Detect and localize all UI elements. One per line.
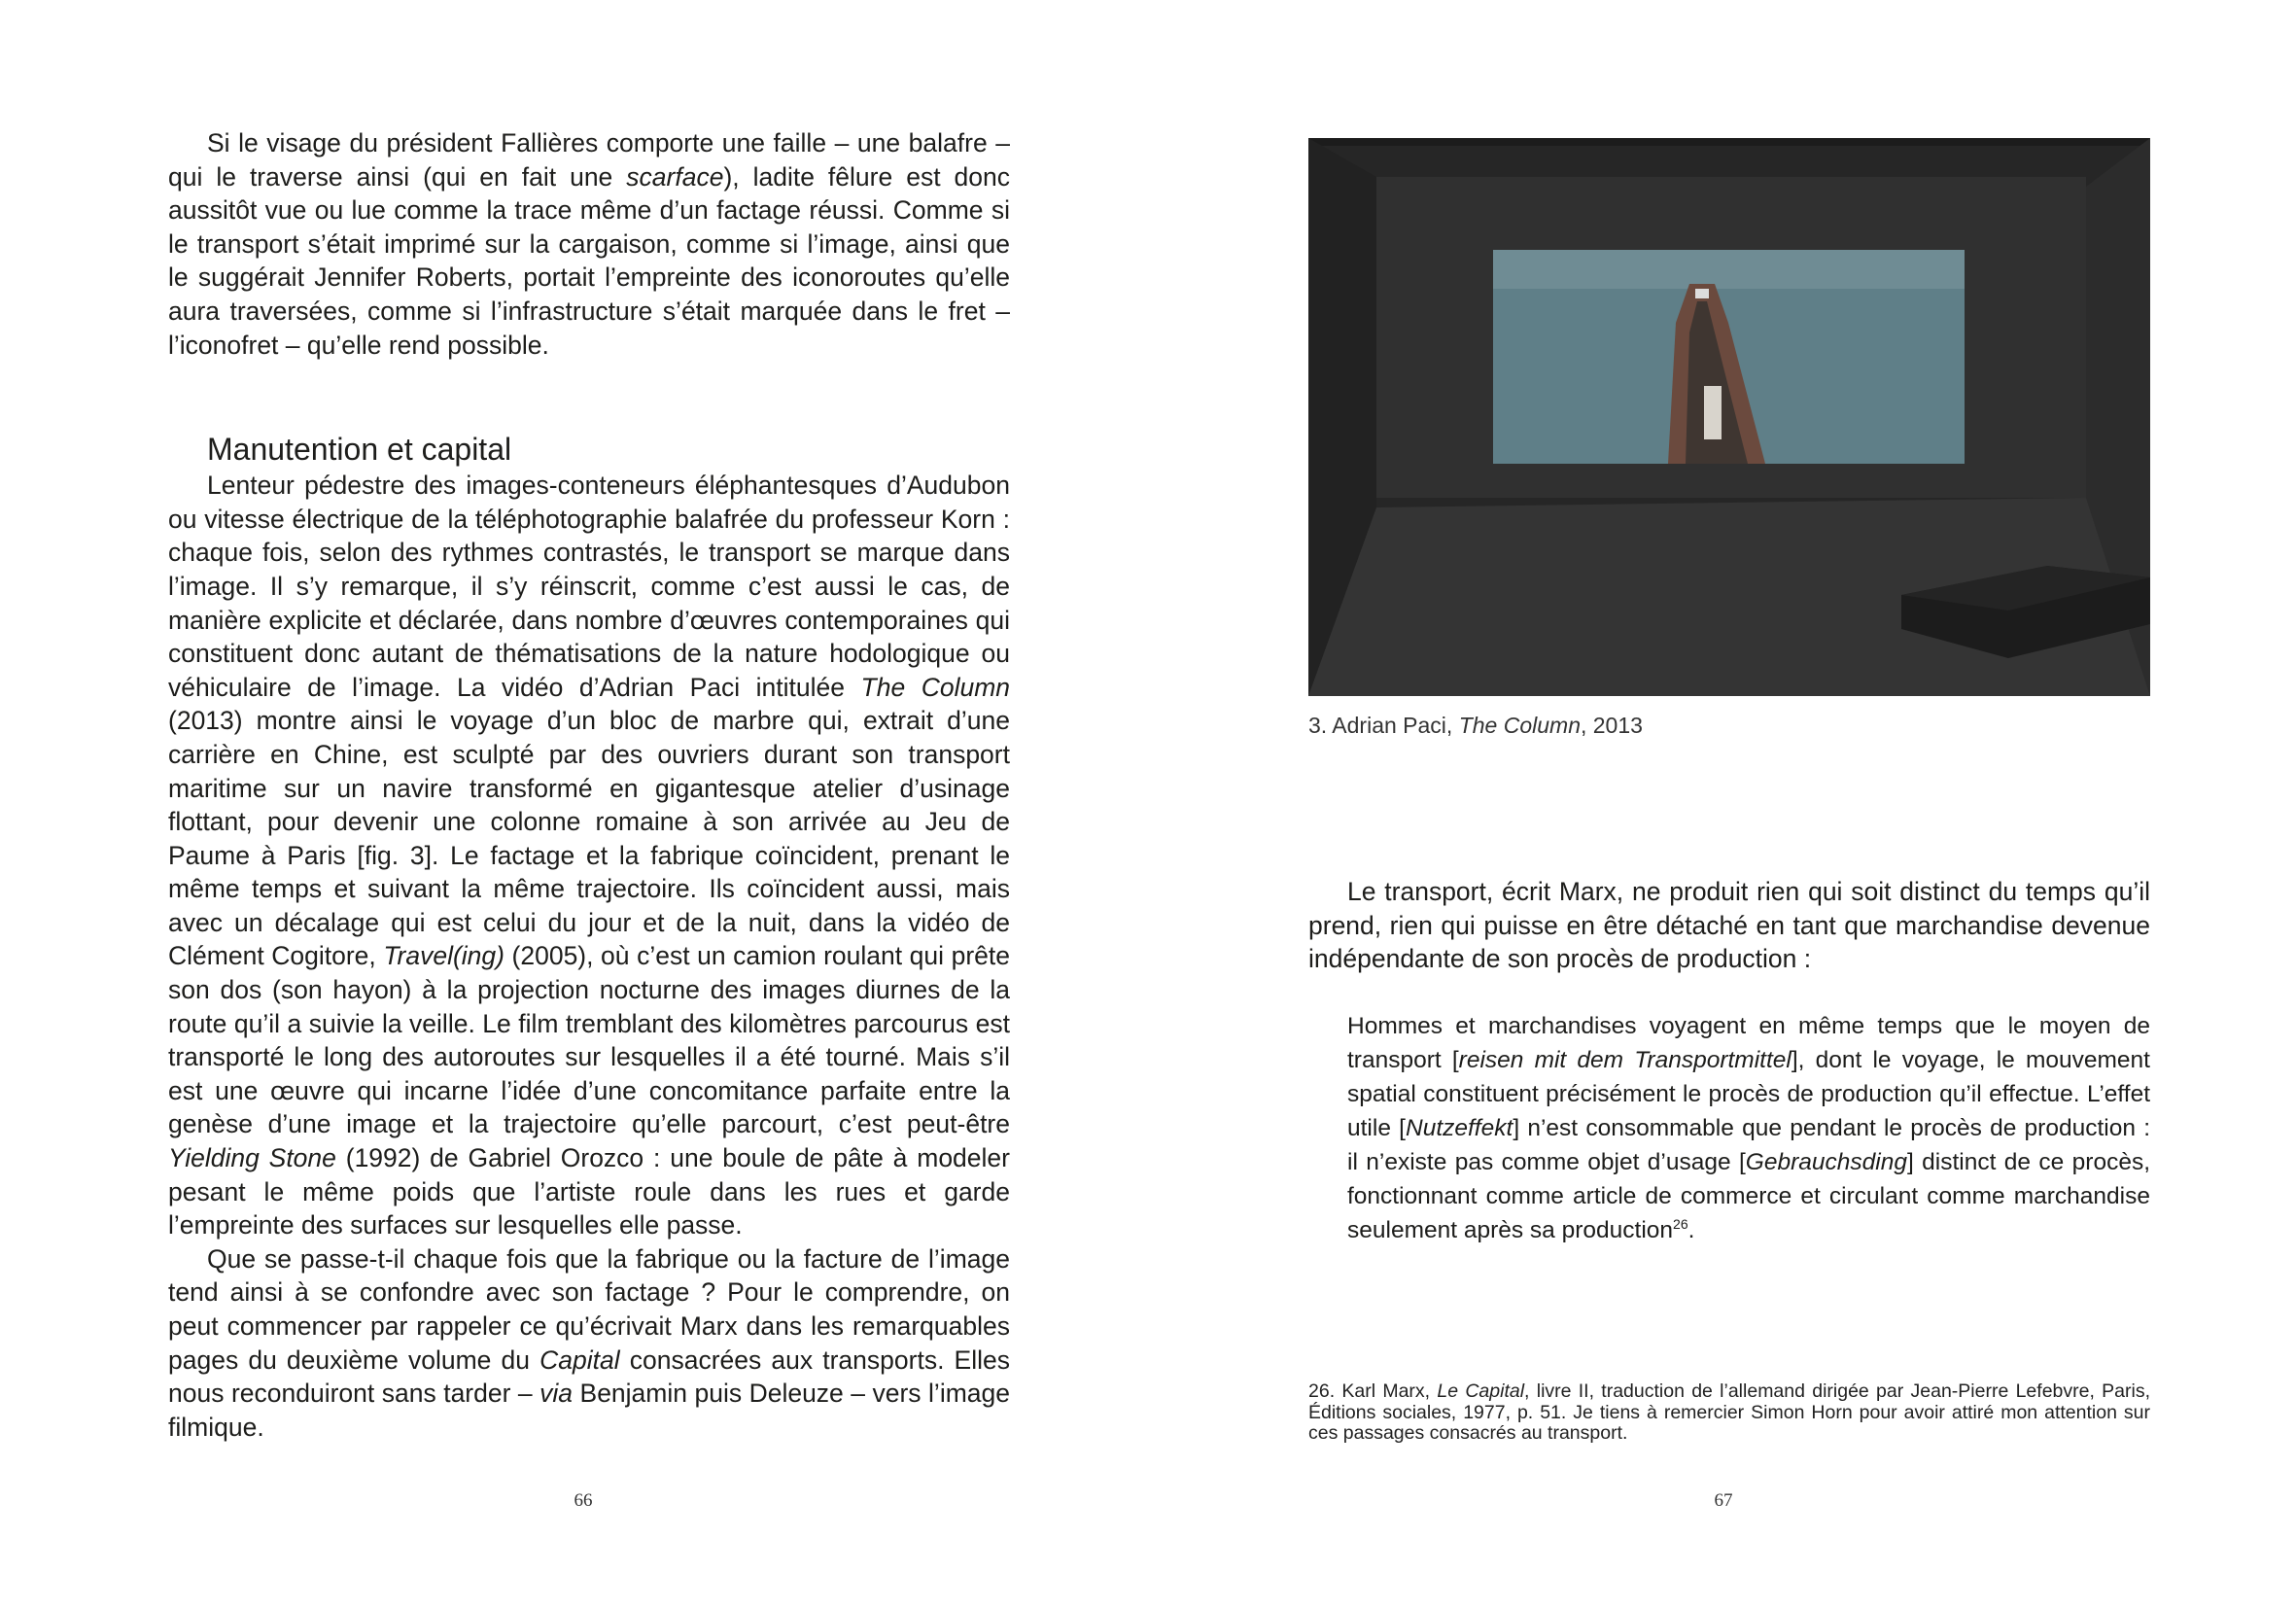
left-text-column [168, 126, 1010, 1444]
page-number-right: 67 [1714, 1490, 1733, 1511]
right-text-column [1308, 875, 2150, 1247]
paragraph-1: Si le visage du président Fallières comporte une faille – une balafre – qui le traverse ainsi (qui en fait une scarface), ladite fêlure est donc aussitôt vue ou lue comme la trace même d’un factage réussi. Comme si le transport s’était imprimé sur la cargaison, comme si l’image, ainsi que le suggérait Jennifer Roberts, portait l’empreinte des iconoroutes qu’elle aura traversées, comme si l’infrastructure s’était marquée dans le fret – l’iconofret – qu’elle rend possible. [168, 128, 1010, 360]
section-heading: Manutention et capital [207, 432, 512, 468]
footnote-26: 26. Karl Marx, Le Capital, livre II, traduction de l’allemand dirigée par Jean-Pierre Lefebvre, Paris, Éditions sociales, 1977, p. 51. Je tiens à remercier Simon Horn pour avoir attiré mon attention sur ces passages consacrés au transport. [1308, 1380, 2151, 1444]
page-number-left: 66 [574, 1490, 593, 1511]
figure-reference[interactable]: [fig. 3] [357, 840, 432, 870]
paragraph-2: Lenteur pédestre des images-conteneurs éléphantesques d’Audubon ou vitesse électrique de la téléphotographie balafrée du professeur Korn : chaque fois, selon des rythmes contrastés, le transport se marque dans l’image. Il s’y remarque, il s’y réinscrit, comme c’est aussi le cas, de manière explicite et déclarée, dans nombre d’œuvres contemporaines qui constituent donc autant de thématisations de la nature hodologique ou véhiculaire de l’image. La vidéo d’Adrian Paci intitulée The Column (2013) montre ainsi le voyage d’un bloc de marbre qui, extrait d’une carrière en Chine, est sculpté par des ouvriers durant son transport maritime sur un navire transformé en gigantesque atelier d’usinage flottant, pour devenir une colonne romaine à son arrivée au Jeu de Paume à Paris [fig. 3]. Le factage et la fabrique coïncident, prenant le même temps et suivant la même trajectoire. Ils coïncident aussi, mais avec un décalage qui est celui du jour et de la nuit, dans la vidéo de Clément Cogitore, Travel(ing) (2005), où c’est un camion roulant qui prête son dos (son hayon) à la projection nocturne des images diurnes de la route qu’il a suivie la veille. Le film tremblant des kilomètres parcourus est transporté le long des autoroutes sur lesquelles il a été tourné. Mais s’il est une œuvre qui incarne l’idée d’une concomitance parfaite entre la genèse d’une image et la trajectoire qu’elle parcourt, c’est peut-être Yielding Stone (1992) de Gabriel Orozco : une boule de pâte à modeler pesant le même poids que l’artiste roule dans les rues et garde l’empreinte des surfaces sur lesquelles elle passe. [168, 471, 1011, 1240]
figure-caption: 3. Adrian Paci, The Column, 2013 [1308, 713, 1643, 738]
figure-photo-the-column [1308, 138, 2150, 696]
paragraph-marx-intro: Le transport, écrit Marx, ne produit rien qui soit distinct du temps qu’il prend, rien qui puisse en être détaché en tant que marchandise devenue indépendante de son procès de production : [1308, 877, 2150, 974]
marble-block [1704, 386, 1722, 439]
marx-quotation: Hommes et marchandises voyagent en même temps que le moyen de transport [reisen mit dem Transportmittel], dont le voyage, le mouvement spatial constituent précisément le procès de production qu’il effectue. L’effet utile [Nutzeffekt] n’est consommable que pendant le procès de production : il n’existe pas comme objet d’usage [Gebrauchsding] distinct de ce procès, fonctionnant comme article de commerce et circulant comme marchandise seulement après sa production$^{26}$. [1347, 1012, 2151, 1243]
footnote-marker[interactable]: 26 [1673, 1215, 1688, 1232]
gallery-projection-image [1308, 138, 2150, 696]
paragraph-3: Que se passe-t-il chaque fois que la fabrique ou la facture de l’image tend ainsi à se confondre avec son factage ? Pour le comprendre, on peut commencer par rappeler ce qu’écrivait Marx dans les remarquables pages du deuxième volume du Capital consacrées aux transports. Elles nous reconduiront sans tarder – via Benjamin puis Deleuze – vers l’image filmique. [168, 1243, 1010, 1442]
right-page [1148, 0, 2296, 1607]
